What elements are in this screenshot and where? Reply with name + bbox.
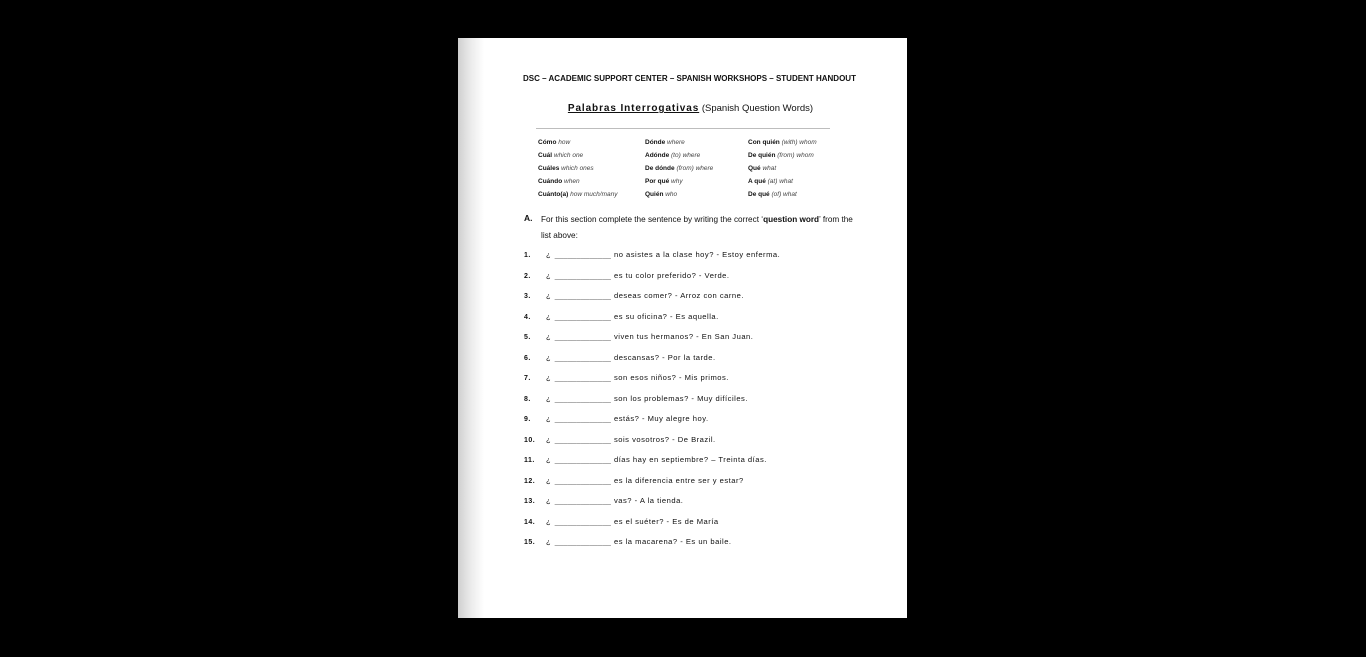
answer-blank[interactable]: _____________ — [554, 352, 611, 362]
question-item — [524, 249, 780, 261]
spanish-word: Cuáles — [538, 165, 560, 172]
english-meaning: (from) where — [676, 165, 714, 172]
question-item — [524, 352, 716, 364]
instruction-bold: question word — [763, 215, 820, 224]
spanish-word: Con quién — [748, 139, 780, 146]
english-meaning: when — [564, 178, 580, 185]
english-meaning: (at) what — [767, 178, 793, 185]
question-text: es la macarena? - Es un baile. — [613, 537, 732, 546]
question-mark-open: ¿ — [546, 311, 552, 321]
instruction-text-end: ’ from the list above: — [541, 215, 853, 240]
question-mark-open: ¿ — [546, 537, 552, 546]
question-number: 14. — [524, 518, 536, 526]
question-item — [524, 475, 744, 487]
instruction-text: For this section complete the sentence by writing the correct ‘ — [541, 215, 764, 224]
spanish-word: Cómo — [538, 139, 557, 146]
answer-blank[interactable]: _____________ — [554, 455, 611, 464]
question-number: 13. — [524, 498, 536, 505]
english-meaning: what — [762, 165, 777, 172]
english-meaning: where — [667, 139, 685, 146]
word-item — [538, 162, 617, 175]
question-mark-open: ¿ — [546, 373, 552, 382]
question-mark-open: ¿ — [546, 475, 552, 485]
question-mark-open: ¿ — [546, 250, 552, 259]
spanish-word: Cuándo — [538, 178, 563, 185]
question-item — [524, 393, 748, 405]
question-text: sois vosotros? - De Brazil. — [613, 434, 716, 444]
question-text: no asistes a la clase hoy? - Estoy enferma. — [613, 250, 781, 259]
answer-blank[interactable]: _____________ — [554, 270, 611, 280]
question-item — [524, 495, 683, 507]
word-item — [645, 149, 713, 162]
word-item — [645, 136, 713, 149]
english-meaning: how — [558, 139, 571, 146]
question-number: 5. — [524, 334, 531, 341]
answer-blank[interactable]: _____________ — [554, 537, 611, 546]
word-item — [538, 188, 617, 201]
question-number: 4. — [524, 313, 531, 321]
word-column — [538, 136, 617, 201]
question-text: son los problemas? - Muy difíciles. — [613, 393, 748, 403]
spanish-word: Cuál — [538, 152, 553, 159]
word-item — [645, 188, 713, 201]
word-item — [645, 162, 713, 175]
question-number: 2. — [524, 272, 531, 280]
question-mark-open: ¿ — [546, 496, 552, 505]
word-column — [645, 136, 713, 201]
english-meaning: which one — [553, 152, 584, 159]
question-text: es su oficina? - Es aquella. — [613, 311, 719, 321]
question-text: es tu color preferido? - Verde. — [613, 270, 730, 280]
spanish-word: De dónde — [645, 165, 675, 172]
english-meaning: (with) whom — [781, 139, 817, 146]
word-item — [748, 175, 817, 188]
word-item — [748, 149, 817, 162]
question-mark-open: ¿ — [546, 332, 552, 341]
word-item — [748, 136, 817, 149]
spanish-word: Qué — [748, 165, 761, 172]
word-item — [748, 162, 817, 175]
question-item — [524, 516, 719, 528]
spanish-word: Dónde — [645, 139, 666, 146]
spanish-word: De qué — [748, 191, 770, 198]
question-mark-open: ¿ — [546, 270, 552, 280]
page-title: Palabras Interrogativas — [567, 103, 700, 114]
english-meaning: why — [671, 178, 683, 185]
question-item — [524, 454, 767, 466]
document-page — [458, 38, 907, 618]
page-subtitle: (Spanish Question Words) — [701, 103, 814, 114]
question-number: 7. — [524, 375, 531, 382]
question-text: días hay en septiembre? – Treinta días. — [613, 455, 767, 464]
question-mark-open: ¿ — [546, 455, 552, 464]
question-mark-open: ¿ — [546, 291, 552, 300]
spanish-word: Quién — [645, 191, 664, 198]
question-mark-open: ¿ — [546, 434, 552, 444]
answer-blank[interactable]: _____________ — [554, 414, 611, 423]
spanish-word: Cuánto(a) — [538, 191, 569, 198]
question-mark-open: ¿ — [546, 393, 552, 403]
english-meaning: how much/many — [570, 191, 618, 198]
english-meaning: (from) whom — [777, 152, 814, 159]
question-item — [524, 413, 709, 425]
question-item — [524, 290, 744, 302]
word-item — [748, 188, 817, 201]
question-mark-open: ¿ — [546, 414, 552, 423]
question-number: 12. — [524, 477, 536, 485]
question-number: 8. — [524, 395, 531, 403]
question-mark-open: ¿ — [546, 516, 552, 526]
question-item — [524, 434, 716, 446]
question-text: es la diferencia entre ser y estar? — [613, 475, 744, 485]
handout-header: DSC – ACADEMIC SUPPORT CENTER – SPANISH WORKSHOPS – STUDENT HANDOUT — [523, 74, 856, 83]
question-number: 11. — [524, 457, 535, 464]
answer-blank[interactable]: _____________ — [554, 291, 611, 300]
answer-blank[interactable]: _____________ — [554, 475, 611, 485]
spanish-word: De quién — [748, 152, 776, 159]
answer-blank[interactable]: _____________ — [554, 393, 611, 403]
question-item — [524, 311, 719, 323]
question-text: viven tus hermanos? - En San Juan. — [613, 332, 754, 341]
question-number: 10. — [524, 436, 536, 444]
answer-blank[interactable]: _____________ — [554, 311, 611, 321]
divider — [536, 128, 830, 129]
english-meaning: (to) where — [671, 152, 701, 159]
question-number: 15. — [524, 539, 536, 546]
question-text: son esos niños? - Mis primos. — [613, 373, 729, 382]
word-item — [645, 175, 713, 188]
question-number: 9. — [524, 416, 531, 423]
question-item — [524, 536, 732, 548]
answer-blank[interactable]: _____________ — [554, 496, 611, 505]
question-mark-open: ¿ — [546, 352, 552, 362]
question-item — [524, 372, 729, 384]
section-letter: A. — [524, 213, 533, 223]
question-number: 1. — [524, 252, 531, 259]
question-text: es el suéter? - Es de María — [613, 516, 719, 526]
question-item — [524, 270, 730, 282]
word-item — [538, 149, 617, 162]
english-meaning: (of) what — [771, 191, 797, 198]
spanish-word: Por qué — [645, 178, 670, 185]
word-item — [538, 136, 617, 149]
question-text: descansas? - Por la tarde. — [613, 352, 716, 362]
question-number: 3. — [524, 293, 531, 300]
question-text: estás? - Muy alegre hoy. — [613, 414, 709, 423]
title-line — [458, 103, 907, 114]
answer-blank[interactable]: _____________ — [554, 373, 611, 382]
spanish-word: Adónde — [645, 152, 670, 159]
word-item — [538, 175, 617, 188]
question-text: deseas comer? - Arroz con carne. — [613, 291, 744, 300]
answer-blank[interactable]: _____________ — [554, 516, 611, 526]
answer-blank[interactable]: _____________ — [554, 332, 611, 341]
question-item — [524, 331, 753, 343]
spanish-word: A qué — [748, 178, 766, 185]
question-number: 6. — [524, 354, 531, 362]
answer-blank[interactable]: _____________ — [554, 250, 611, 259]
english-meaning: who — [665, 191, 678, 198]
section-instructions — [541, 212, 861, 244]
english-meaning: which ones — [561, 165, 594, 172]
question-text: vas? - A la tienda. — [613, 496, 684, 505]
answer-blank[interactable]: _____________ — [554, 434, 611, 444]
page-edge-shadow — [458, 38, 484, 618]
word-column — [748, 136, 817, 201]
